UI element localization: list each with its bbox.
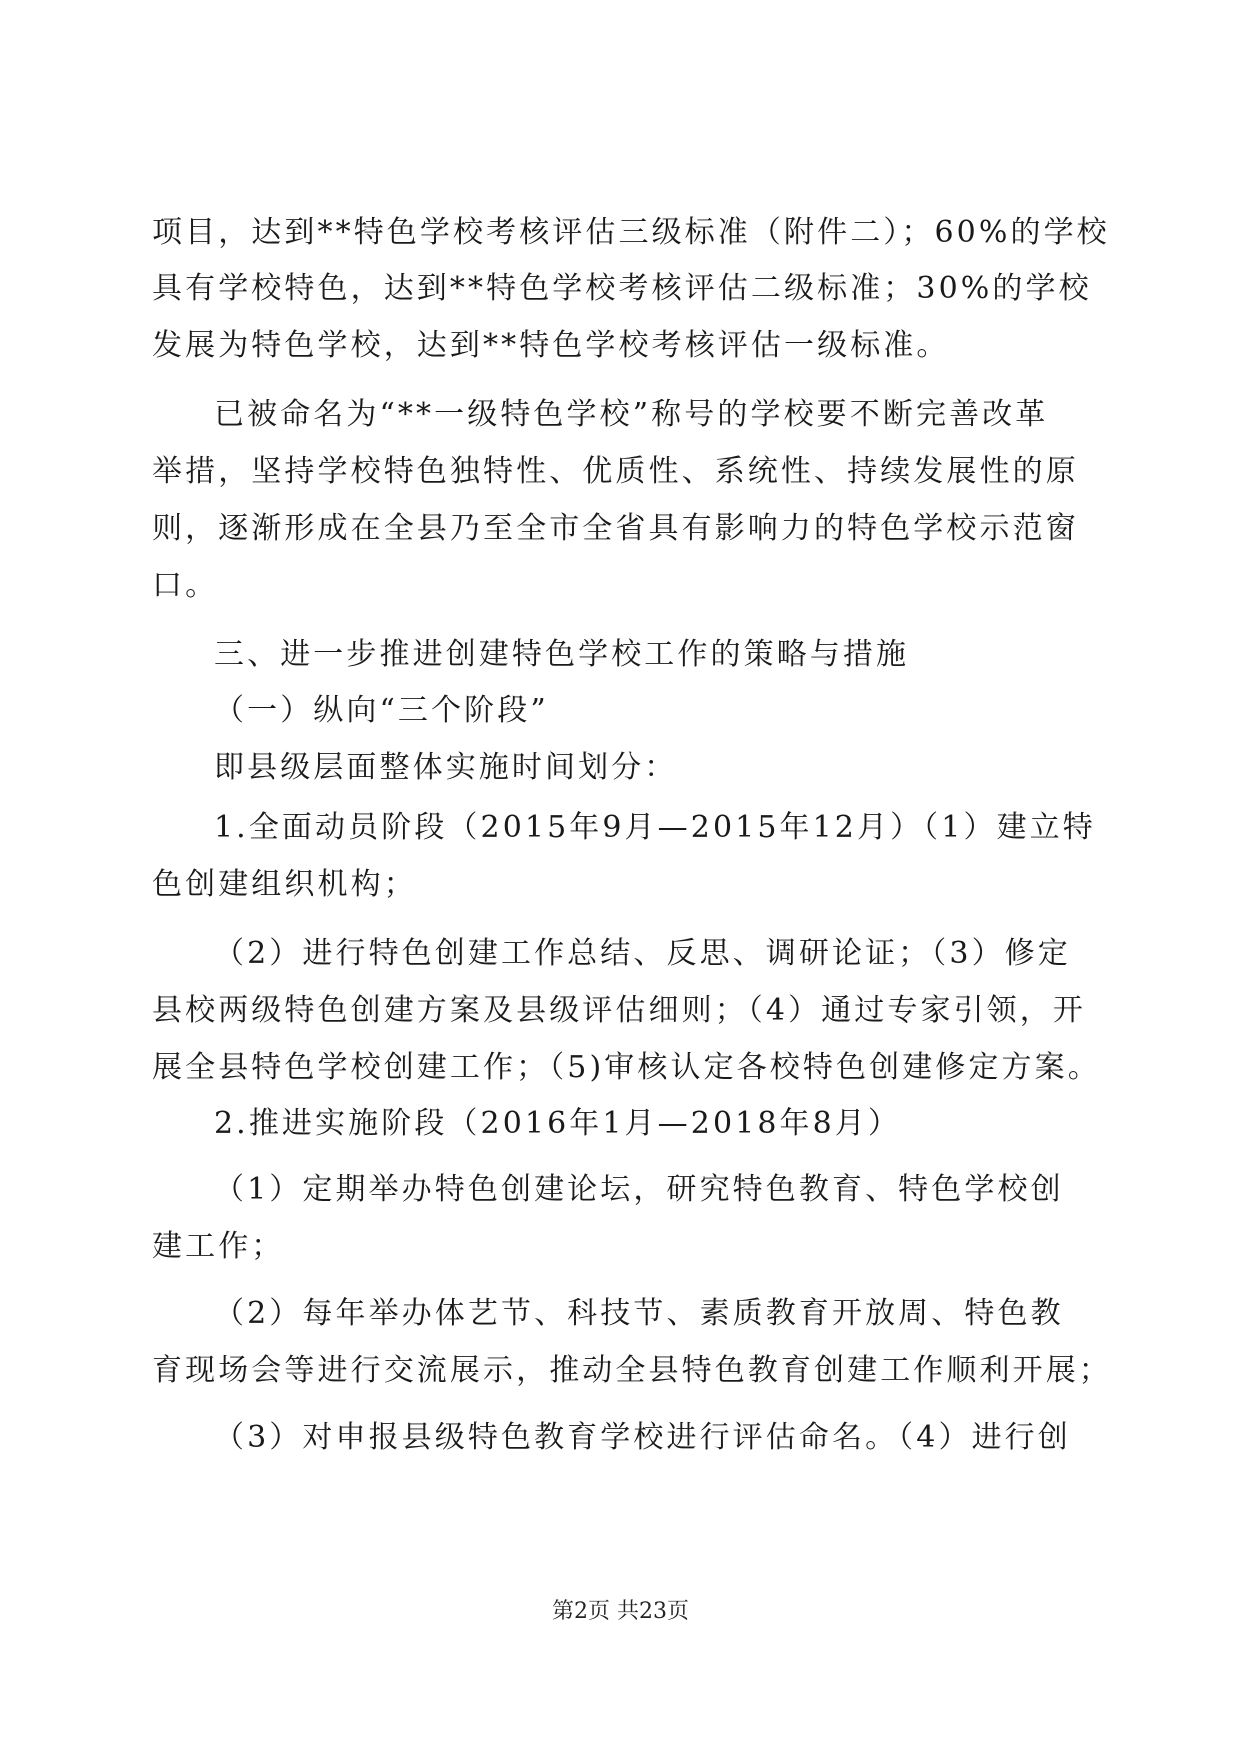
page-number-footer: 第2页 共23页 (552, 1599, 689, 1624)
text-line-7: 口。 (152, 568, 219, 603)
subsection-heading: （一）纵向“三个阶段” (214, 693, 549, 728)
text-line-13: （2）进行特色创建工作总结、反思、调研论证；（3）修定 (214, 936, 1071, 971)
text-line-15: 展全县特色学校创建工作；（5)审核认定各校特色创建修定方案。 (152, 1050, 1101, 1085)
text-line-20: 育现场会等进行交流展示，推动全县特色教育创建工作顺利开展； (152, 1353, 1112, 1388)
text-line-21: （3）对申报县级特色教育学校进行评估命名。（4）进行创 (214, 1420, 1071, 1455)
text-line-16: 2.推进实施阶段（2016年1月—2018年8月） (214, 1106, 901, 1141)
section-heading: 三、进一步推进创建特色学校工作的策略与措施 (214, 637, 910, 672)
text-line-18: 建工作； (152, 1229, 285, 1264)
text-line-19: （2）每年举办体艺节、科技节、素质教育开放周、特色教 (214, 1296, 1064, 1331)
text-line-6: 则，逐渐形成在全县乃至全市全省具有影响力的特色学校示范窗 (152, 511, 1079, 546)
text-line-17: （1）定期举办特色创建论坛，研究特色教育、特色学校创 (214, 1172, 1064, 1207)
text-line-4: 已被命名为“**一级特色学校”称号的学校要不断完善改革 (214, 397, 1049, 432)
text-line-11: 1.全面动员阶段（2015年9月—2015年12月）（1）建立特 (214, 810, 1096, 845)
text-line-1: 项目，达到**特色学校考核评估三级标准（附件二）；60%的学校 (152, 215, 1110, 250)
text-line-3: 发展为特色学校，达到**特色学校考核评估一级标准。 (152, 328, 950, 363)
text-line-5: 举措，坚持学校特色独特性、优质性、系统性、持续发展性的原 (152, 454, 1079, 489)
text-line-2: 具有学校特色，达到**特色学校考核评估二级标准；30%的学校 (152, 271, 1092, 306)
text-line-14: 县校两级特色创建方案及县级评估细则；（4）通过专家引领，开 (152, 993, 1086, 1028)
text-line-12: 色创建组织机构； (152, 867, 417, 902)
text-line-10: 即县级层面整体实施时间划分： (214, 750, 678, 785)
